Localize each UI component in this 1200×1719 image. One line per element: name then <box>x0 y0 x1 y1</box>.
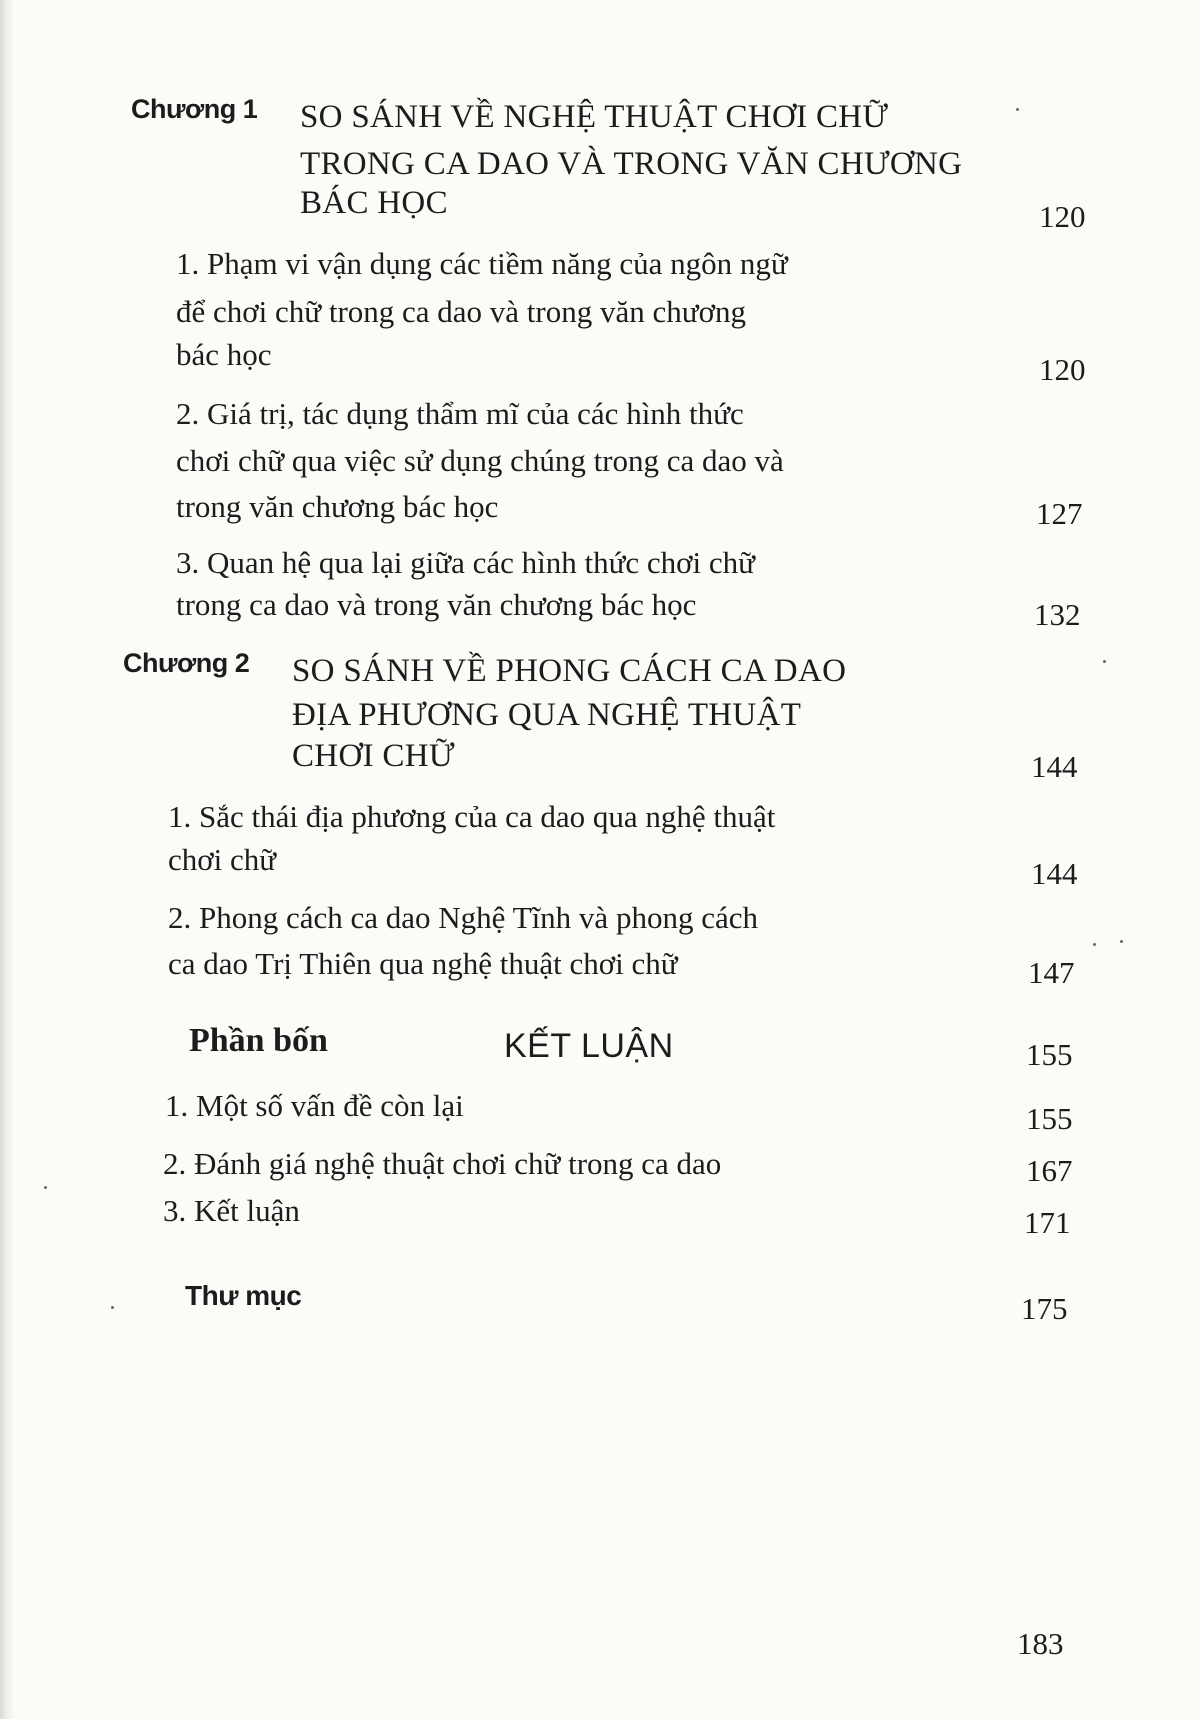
chapter-2-title-line-2: ĐỊA PHƯƠNG QUA NGHỆ THUẬT <box>292 697 802 733</box>
chapter-1-item-1-page: 120 <box>1039 352 1086 387</box>
scan-speck <box>1103 660 1106 663</box>
chapter-1-item-2-line-2: chơi chữ qua việc sử dụng chúng trong ca dao và <box>176 443 784 478</box>
chapter-2-page: 144 <box>1031 749 1078 784</box>
part-4-item-2: 2. Đánh giá nghệ thuật chơi chữ trong ca dao <box>163 1146 722 1181</box>
chapter-1-page: 120 <box>1039 199 1086 234</box>
bibliography-label: Thư mục <box>185 1280 302 1311</box>
chapter-1-item-2-line-3: trong văn chương bác học <box>176 489 499 524</box>
part-4-page: 155 <box>1026 1037 1073 1072</box>
part-4-item-3-page: 171 <box>1024 1205 1071 1240</box>
chapter-2-title-line-3: CHƠI CHỮ <box>292 738 455 774</box>
bibliography-page: 175 <box>1021 1291 1068 1326</box>
chapter-2-label: Chương 2 <box>123 648 250 678</box>
chapter-1-item-3-line-2: trong ca dao và trong văn chương bác học <box>176 587 697 622</box>
chapter-2-item-1-line-1: 1. Sắc thái địa phương của ca dao qua nghệ thuật <box>168 799 776 834</box>
chapter-2-title-line-1: SO SÁNH VỀ PHONG CÁCH CA DAO <box>292 653 847 689</box>
chapter-1-item-3-line-1: 3. Quan hệ qua lại giữa các hình thức chơi chữ <box>176 545 755 580</box>
chapter-1-item-2-line-1: 2. Giá trị, tác dụng thẩm mĩ của các hình thức <box>176 396 744 431</box>
part-4-item-3: 3. Kết luận <box>163 1193 300 1228</box>
scan-speck <box>44 1186 47 1189</box>
scan-speck <box>1093 943 1096 946</box>
part-4-item-1-page: 155 <box>1026 1101 1073 1136</box>
chapter-1-title-line-1: SO SÁNH VỀ NGHỆ THUẬT CHƠI CHỮ <box>300 99 889 135</box>
chapter-1-item-2-page: 127 <box>1036 496 1083 531</box>
chapter-1-item-3-page: 132 <box>1034 597 1081 632</box>
chapter-1-item-1-line-2: để chơi chữ trong ca dao và trong văn chương <box>176 294 746 329</box>
part-4-label: Phần bốn <box>189 1022 328 1059</box>
chapter-1-item-1-line-1: 1. Phạm vi vận dụng các tiềm năng của ngôn ngữ <box>176 246 788 281</box>
scan-speck <box>111 1306 114 1309</box>
chapter-1-title-line-2: TRONG CA DAO VÀ TRONG VĂN CHƯƠNG <box>300 146 963 182</box>
part-4-item-2-page: 167 <box>1026 1153 1073 1188</box>
part-4-item-1: 1. Một số vấn đề còn lại <box>165 1088 464 1123</box>
chapter-2-item-2-line-1: 2. Phong cách ca dao Nghệ Tĩnh và phong cách <box>168 900 758 935</box>
scan-speck <box>1120 940 1123 943</box>
chapter-1-title-line-3: BÁC HỌC <box>300 185 448 221</box>
scan-speck <box>1016 108 1019 111</box>
page-edge <box>0 0 14 1719</box>
chapter-2-item-2-line-2: ca dao Trị Thiên qua nghệ thuật chơi chữ <box>168 946 678 981</box>
chapter-2-item-2-page: 147 <box>1028 955 1075 990</box>
chapter-1-label: Chương 1 <box>131 94 258 124</box>
page-number: 183 <box>1017 1626 1064 1661</box>
chapter-1-item-1-line-3: bác học <box>176 337 272 372</box>
chapter-2-item-1-page: 144 <box>1031 856 1078 891</box>
part-4-title: KẾT LUẬN <box>504 1027 674 1065</box>
chapter-2-item-1-line-2: chơi chữ <box>168 842 277 877</box>
